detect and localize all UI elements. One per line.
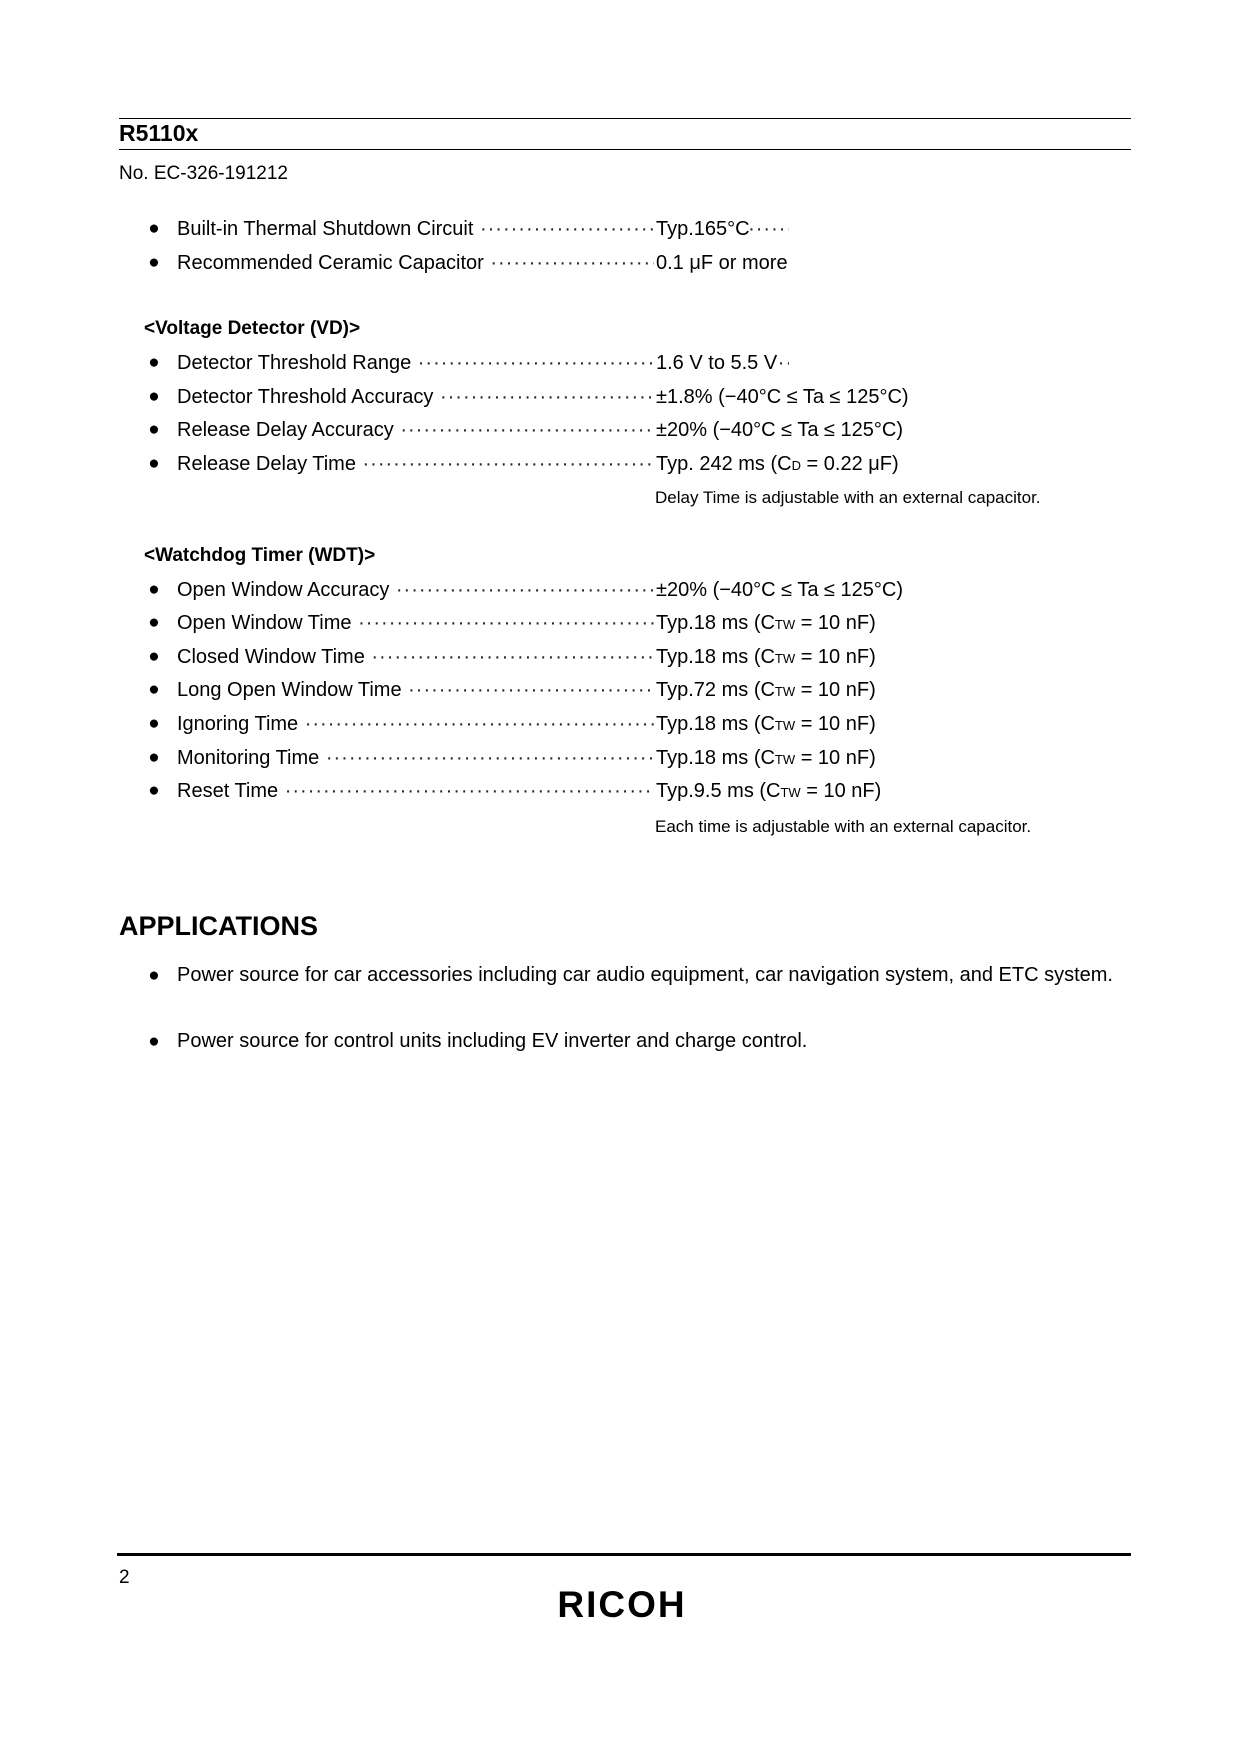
header-bottom-rule: [119, 149, 1131, 150]
spec-label: Release Delay Accuracy ·····: [177, 415, 789, 445]
spec-label: Recommended Ceramic Capacitor ·····: [177, 248, 789, 278]
value-suffix: = 10 nF): [795, 713, 876, 735]
bullet-icon: ●: [148, 612, 160, 633]
spec-label: Open Window Time ·····: [177, 608, 789, 638]
spec-label: Closed Window Time ·····: [177, 642, 789, 672]
value-prefix: Typ. 242 ms (C: [656, 453, 792, 475]
spec-value: 1.6 V to 5.5 V: [654, 348, 777, 378]
application-item: [144, 1025, 1134, 1058]
spec-row-threshold-accuracy: [144, 382, 1124, 412]
spec-row-monitoring-time: [144, 743, 1124, 773]
spec-value: [654, 709, 876, 741]
application-item: [144, 959, 1134, 1025]
bullet-icon: ●: [148, 747, 160, 768]
spec-row-ignoring-time: [144, 709, 1124, 739]
bullet-icon: ●: [148, 713, 160, 734]
bullet-icon: ●: [148, 352, 160, 373]
spec-value: [654, 776, 881, 808]
value-prefix: Typ.72 ms (C: [656, 679, 775, 701]
bullet-icon: ●: [148, 646, 160, 667]
spec-row-reset-time: [144, 776, 1124, 806]
value-subscript: TW: [774, 718, 796, 733]
spec-value: [654, 642, 876, 674]
document-number: No. EC-326-191212: [119, 163, 288, 184]
spec-row-open-window-accuracy: [144, 575, 1124, 605]
bullet-icon: ●: [148, 679, 160, 700]
wdt-heading: <Watchdog Timer (WDT)>: [144, 545, 376, 566]
value-prefix: Typ.9.5 ms (C: [656, 780, 781, 802]
spec-row-open-window-time: [144, 608, 1124, 638]
value-suffix: = 0.22 μF): [801, 453, 899, 475]
value-suffix: = 10 nF): [795, 612, 876, 634]
spec-label: Release Delay Time ·····: [177, 449, 789, 479]
value-suffix: = 10 nF): [795, 747, 876, 769]
spec-value: [654, 449, 899, 481]
header-top-rule: [119, 118, 1131, 119]
bullet-icon: ●: [148, 1031, 160, 1052]
spec-row-closed-window-time: [144, 642, 1124, 672]
bullet-icon: ●: [148, 579, 160, 600]
spec-value: [654, 675, 876, 707]
application-text: Power source for car accessories including car audio equipment, car navigation system, and ETC system.: [177, 964, 1113, 986]
value-subscript: TW: [774, 651, 796, 666]
bullet-icon: ●: [148, 965, 160, 986]
spec-label: Long Open Window Time ·····: [177, 675, 789, 705]
spec-label: Detector Threshold Accuracy ·····: [177, 382, 789, 412]
spec-value: ±20% (−40°C ≤ Ta ≤ 125°C): [654, 415, 903, 445]
bullet-icon: ●: [148, 780, 160, 801]
value-subscript: TW: [774, 684, 796, 699]
product-title: R5110x: [119, 120, 199, 146]
value-suffix: = 10 nF): [795, 679, 876, 701]
bullet-icon: ●: [148, 252, 160, 273]
wdt-note: Each time is adjustable with an external capacitor.: [655, 817, 1032, 836]
value-prefix: Typ.18 ms (C: [656, 747, 775, 769]
ricoh-logo: [532, 1584, 712, 1624]
spec-value: ±1.8% (−40°C ≤ Ta ≤ 125°C): [654, 382, 909, 412]
spec-row-ceramic-capacitor: [144, 248, 1124, 278]
spec-value: ±20% (−40°C ≤ Ta ≤ 125°C): [654, 575, 903, 605]
value-suffix: = 10 nF): [800, 780, 882, 802]
spec-row-threshold-range: [144, 348, 1124, 378]
application-text: Power source for control units including EV inverter and charge control.: [177, 1030, 808, 1052]
spec-label: Monitoring Time ·····: [177, 743, 789, 773]
spec-label: Built-in Thermal Shutdown Circuit ·····: [177, 214, 789, 244]
spec-label: Reset Time ·····: [177, 776, 789, 806]
bullet-icon: ●: [148, 419, 160, 440]
bullet-icon: ●: [148, 453, 160, 474]
spec-row-long-open-window-time: [144, 675, 1124, 705]
vd-note: Delay Time is adjustable with an external capacitor.: [655, 488, 1041, 507]
value-subscript: TW: [774, 752, 796, 767]
value-suffix: = 10 nF): [795, 646, 876, 668]
spec-row-release-delay-accuracy: [144, 415, 1124, 445]
bullet-icon: ●: [148, 218, 160, 239]
spec-value: 0.1 μF or more: [654, 248, 788, 278]
page-number: 2: [119, 1567, 130, 1588]
spec-value: Typ.165°C: [654, 214, 750, 244]
footer-rule: [117, 1553, 1131, 1556]
value-prefix: Typ.18 ms (C: [656, 612, 775, 634]
applications-heading: APPLICATIONS: [119, 911, 319, 941]
value-subscript: D: [791, 458, 801, 473]
spec-label: Detector Threshold Range ·····: [177, 348, 789, 378]
value-subscript: TW: [780, 785, 801, 800]
spec-label: Open Window Accuracy ·····: [177, 575, 789, 605]
value-prefix: Typ.18 ms (C: [656, 713, 775, 735]
spec-row-release-delay-time: [144, 449, 1124, 479]
value-subscript: TW: [774, 617, 796, 632]
vd-heading: <Voltage Detector (VD)>: [144, 318, 361, 339]
spec-row-thermal-shutdown: [144, 214, 1124, 244]
spec-value: [654, 608, 876, 640]
value-prefix: Typ.18 ms (C: [656, 646, 775, 668]
bullet-icon: ●: [148, 386, 160, 407]
logo-text: RICOH: [557, 1584, 687, 1624]
spec-value: [654, 743, 876, 775]
spec-label: Ignoring Time ·····: [177, 709, 789, 739]
